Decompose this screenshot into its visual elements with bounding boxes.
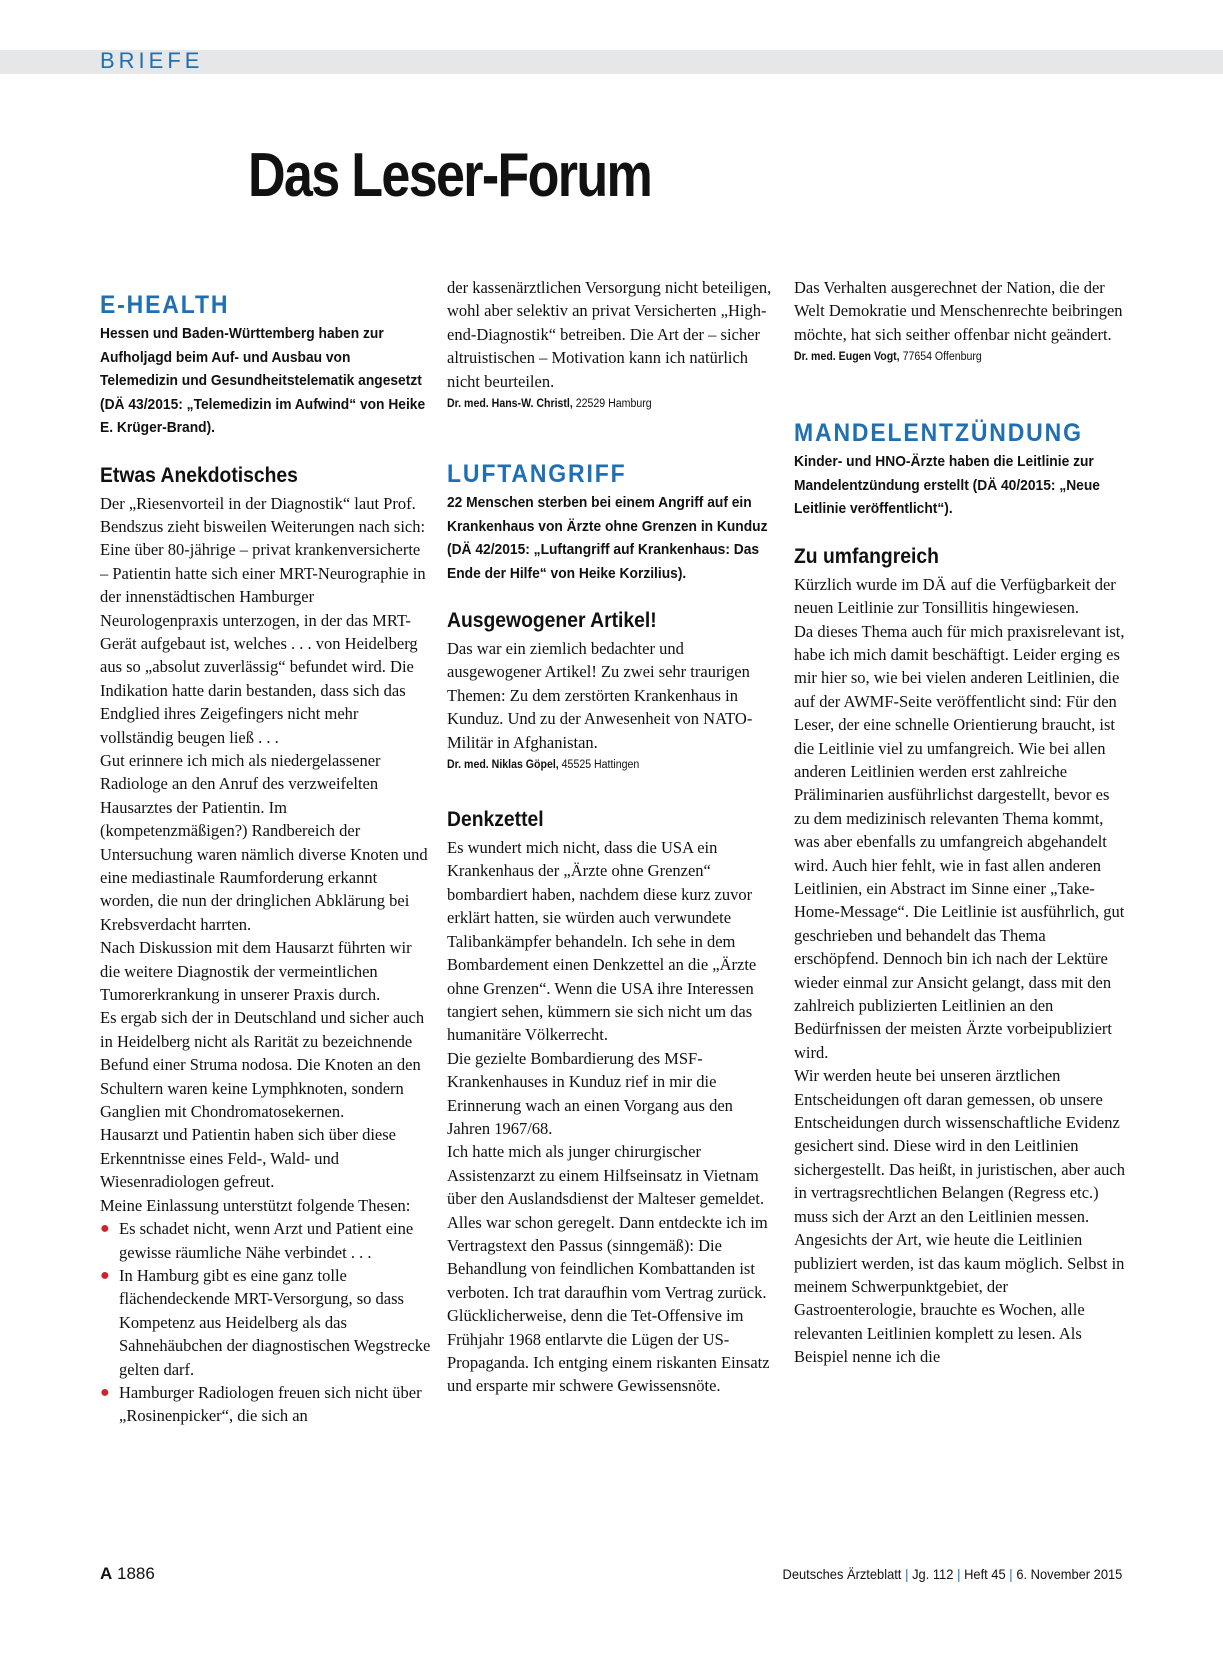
letter-heading: Denkzettel	[447, 808, 544, 832]
letter-heading: Etwas Anekdotisches	[100, 463, 298, 487]
signature-place: 45525 Hattingen	[561, 759, 640, 772]
signature-name: Dr. med. Hans-W. Christl,	[447, 398, 573, 411]
letter-heading: Ausgewogener Artikel!	[447, 609, 657, 633]
letter-body: der kassenärztlichen Versorgung nicht beteiligen, wohl aber selektiv an privat Versicherten „High-end-Diagnostik“ betreiben. Die Art der – sicher altruistischen – Motivation kann ich natürlich nicht beurteilen.	[447, 278, 772, 391]
bullet-item	[100, 1381, 432, 1428]
bullet-icon: ●	[100, 1266, 110, 1284]
letter-signature	[794, 348, 1099, 366]
separator: |	[1008, 1566, 1013, 1582]
bullet-text: Es schadet nicht, wenn Arzt und Patient eine gewisse räumliche Nähe verbindet . . .	[119, 1219, 414, 1262]
letter-body: Es wundert mich nicht, dass die USA ein Krankenhaus der „Ärzte ohne Grenzen“ bombardiert haben, nachdem diese kurz zuvor erklärt hatten, sie würden auch verwundete Talibankämpfer behandeln. Ich sehe in dem Bombardement einen Denkzettel an die „Ärzte ohne Grenzen“. Wenn die USA ihre Interessen tangiert sehen, kümmern sie sich nicht um das humanitäre Völkerrecht. Die gezielte Bombardierung des MSF-Krankenhauses in Kunduz rief in mir die Erinnerung wach an einen Vorgang aus den Jahren 1967/68. Ich hatte mich als junger chirurgischer Assistenzarzt zu einem Hilfseinsatz in Vietnam über den Auslandsdienst der Malteser gemeldet. Alles war schon geregelt. Dann entdeckte ich im Vertragstext den Passus (sinngemäß): Die Behandlung von feindlichen Kombattanden ist verboten. Ich trat daraufhin vom Vertrag zurück. Glücklicherweise, denn die Tet-Offensive im Frühjahr 1968 entlarvte die Lügen der US-Propaganda. Ich entging einem riskanten Einsatz und ersparte mir schwere Gewissensnöte.	[447, 838, 770, 1396]
letter-signature	[447, 756, 752, 774]
signature-place: 77654 Offenburg	[902, 351, 982, 364]
topic-heading: E-HEALTH	[100, 291, 230, 319]
footer-citation	[782, 1566, 1122, 1582]
separator: |	[956, 1566, 961, 1582]
topic-intro: 22 Menschen sterben bei einem Angriff auf ein Krankenhaus von Ärzte ohne Grenzen in Kunduz (DÄ 42/2015: „Luftangriff auf Krankenhaus: Das Ende der Hilfe“ von Heike Korzilius).	[447, 494, 768, 582]
topic-heading: MANDELENTZÜNDUNG	[794, 419, 1083, 448]
letter-signature	[447, 395, 752, 413]
journal-issue: Heft 45	[963, 1566, 1006, 1582]
column-2	[447, 278, 779, 1398]
separator: |	[904, 1566, 909, 1582]
journal-name: Deutsches Ärzteblatt	[782, 1566, 902, 1582]
bullet-icon: ●	[100, 1383, 110, 1401]
column-3	[794, 278, 1126, 1369]
topic-intro: Hessen und Baden-Württemberg haben zur Aufholjagd beim Auf- und Ausbau von Telemedizin und Gesundheitstelematik angesetzt (DÄ 43/2015: „Telemedizin im Aufwind“ von Heike E. Krüger-Brand).	[100, 325, 426, 436]
topic-heading: LUFTANGRIFF	[447, 460, 627, 489]
bullet-text: Hamburger Radiologen freuen sich nicht über „Rosinenpicker“, die sich an	[119, 1382, 422, 1426]
bullet-item	[100, 1217, 432, 1264]
journal-date: 6. November 2015	[1016, 1566, 1122, 1582]
bullet-text: In Hamburg gibt es eine ganz tolle flächendeckende MRT-Versorgung, so dass Kompetenz aus Heidelberg als das Sahnehäubchen der diagnostischen Wegstrecke gelten darf.	[119, 1265, 431, 1379]
bullet-item	[100, 1264, 432, 1381]
journal-volume: Jg. 112	[911, 1566, 954, 1582]
signature-place: 22529 Hamburg	[575, 398, 652, 411]
page-number-value: 1886	[117, 1564, 155, 1583]
signature-name: Dr. med. Eugen Vogt,	[794, 351, 900, 364]
letter-body: Das war ein ziemlich bedachter und ausgewogener Artikel! Zu zwei sehr traurigen Themen: Zu dem zerstörten Krankenhaus in Kunduz. Und zu der Anwesenheit von NATO-Militär in Afghanistan.	[447, 639, 753, 752]
bullet-icon: ●	[100, 1220, 110, 1238]
letter-body: Kürzlich wurde im DÄ auf die Verfügbarkeit der neuen Leitlinie zur Tonsillitis hingewiesen. Da dieses Thema auch für mich praxisrelevant ist, habe ich mich damit beschäftigt. Leider erging es mir hier so, wie bei vielen anderen Leitlinien, die auf der AWMF-Seite veröffentlicht sind: Für den Leser, der eine schnelle Orientierung braucht, ist die Leitlinie viel zu umfangreich. Wie bei allen anderen Leitlinien werden erst zahlreiche Präliminarien ausführlichst dargestellt, bevor es zu dem medizinisch relevanten Thema kommt, was aber ebenfalls zu umfangreich abgehandelt wird. Auch hier fehlt, wie in fast allen anderen Leitlinien, ein Abstract im Sinne einer „Take-Home-Message“. Die Leitlinie ist ausführlich, gut geschrieben und behandelt das Thema erschöpfend. Dennoch bin ich nach der Lektüre wieder einmal zur Ansicht gelangt, dass mit den zahlreich publizierten Leitlinien an den Bedürfnissen der meisten Ärzte vorbeipubliziert wird. Wir werden heute bei unseren ärztlichen Entscheidungen oft daran gemessen, ob unsere Entscheidungen durch wissenschaftliche Evidenz gesichert sind. Diese wird in den Leitlinien sichergestellt. Das heißt, in juristischen, aber auch in vertragsrechtlichen Belangen (Regress etc.) muss sich der Arzt an den Leitlinien messen. Angesichts der Art, wie heute die Leitlinien publiziert werden, ist das kaum möglich. Selbst in meinem Schwerpunktgebiet, der Gastroenterologie, brauchte es Wochen, alle relevanten Leitlinien komplett zu lesen. Als Beispiel nenne ich die	[794, 574, 1125, 1367]
column-1	[100, 290, 432, 1428]
page-title: Das Leser-Forum	[248, 141, 652, 210]
signature-name: Dr. med. Niklas Göpel,	[447, 759, 559, 772]
page-prefix: A	[100, 1564, 113, 1583]
page-number	[100, 1564, 155, 1584]
topic-intro: Kinder- und HNO-Ärzte haben die Leitlinie zur Mandelentzündung erstellt (DÄ 40/2015: „Neue Leitlinie veröffentlicht“).	[794, 453, 1100, 518]
letter-heading: Zu umfangreich	[794, 544, 939, 568]
letter-body: Das Verhalten ausgerechnet der Nation, die der Welt Demokratie und Menschenrechte beibringen möchte, hat sich seither offenbar nicht geändert.	[794, 278, 1123, 344]
section-label: BRIEFE	[100, 48, 204, 73]
letter-body: Der „Riesenvorteil in der Diagnostik“ laut Prof. Bendszus zieht bisweilen Weiterungen nach sich: Eine über 80-jährige – privat krankenversicherte – Patientin hatte sich einer MRT-Neurographie in der innenstädtischen Hamburger Neurologenpraxis unterzogen, in der das MRT-Gerät aufgebaut ist, welches . . . von Heidelberg aus so „absolut zuverlässig“ befundet wird. Die Indikation hatte darin bestanden, dass sich das Endglied ihres Zeigefingers nicht mehr vollständig beugen ließ . . . Gut erinnere ich mich als niedergelassener Radiologe an den Anruf des verzweifelten Hausarztes der Patientin. Im (kompetenzmäßigen?) Randbereich der Untersuchung waren nämlich diverse Knoten und eine mediastinale Raumforderung erkannt worden, die nun der dringlichen Abklärung bei Krebsverdacht harrten. Nach Diskussion mit dem Hausarzt führten wir die weitere Diagnostik der vermeintlichen Tumorerkrankung in unserer Praxis durch. Es ergab sich der in Deutschland und sicher auch in Heidelberg nicht als Rarität zu bezeichnende Befund einer Struma nodosa. Die Knoten an den Schultern waren keine Lymphknoten, sondern Ganglien mit Chondromatosekernen. Hausarzt und Patientin haben sich über diese Erkenntnisse eines Feld-, Wald- und Wiesenradiologen gefreut. Meine Einlassung unterstützt folgende Thesen:	[100, 493, 428, 1215]
